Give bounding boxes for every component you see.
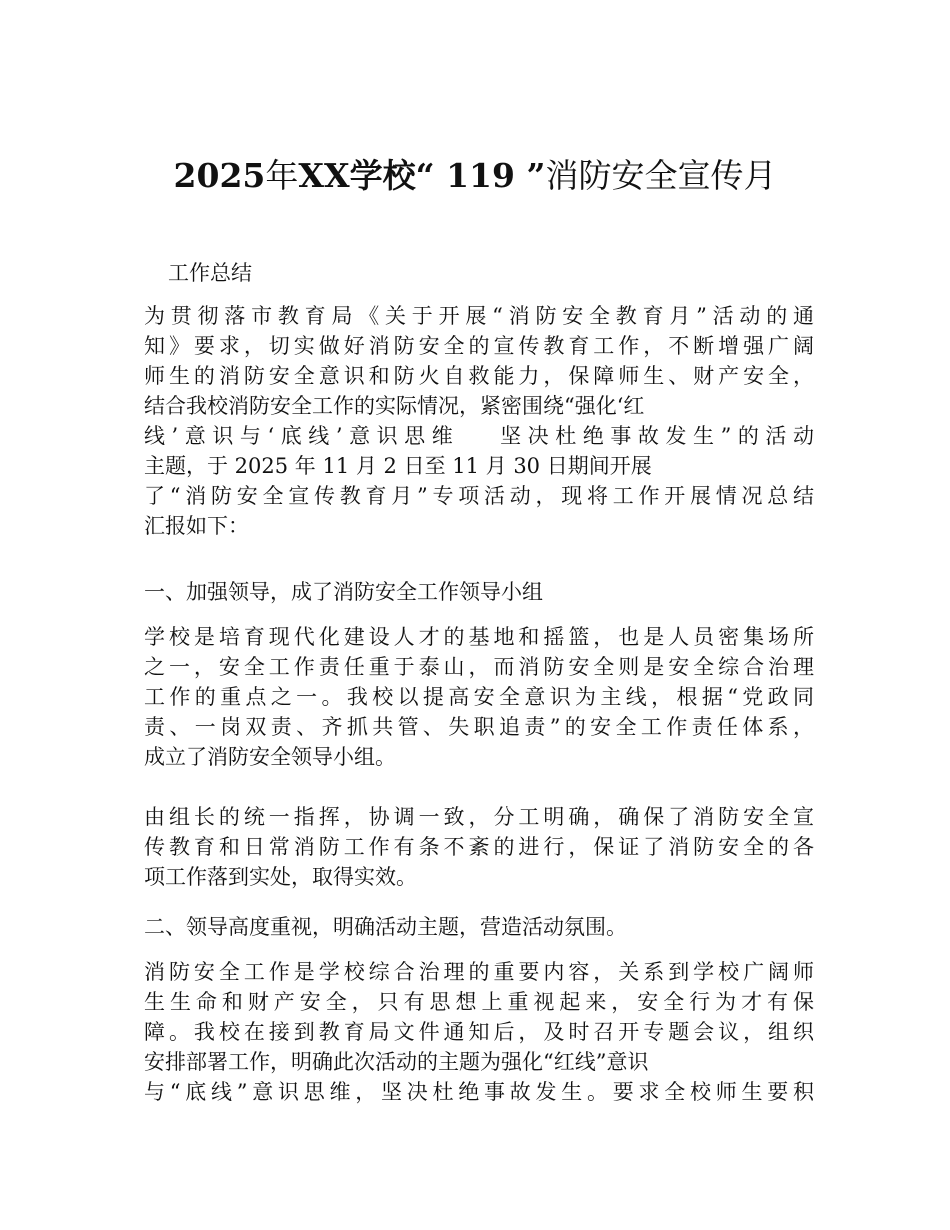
paragraph-line: 生生命和财产安全，只有思想上重视起来，安全行为才有保 xyxy=(144,990,814,1014)
document-subtitle: 工作总结 xyxy=(168,261,252,285)
paragraph-line: 了“消防安全宣传教育月”专项活动，现将工作开展情况总结 xyxy=(144,484,814,508)
paragraph-line: 学校是培育现代化建设人才的基地和摇篮，也是人员密集场所 xyxy=(144,625,814,649)
document-title xyxy=(0,152,950,200)
paragraph-line: 知》要求，切实做好消防安全的宣传教育工作，不断增强广阔 xyxy=(144,334,814,358)
paragraph-line: 成立了消防安全领导小组。 xyxy=(144,745,396,769)
paragraph-fire-safety xyxy=(144,957,814,1107)
paragraph-line: 线’意识与‘底线’意识思维 坚决杜绝事故发生”的活动 xyxy=(144,424,814,448)
paragraph-line: 为贯彻落市教育局《关于开展“消防安全教育月”活动的通 xyxy=(144,304,814,328)
paragraph-line: 之一，安全工作责任重于泰山，而消防安全则是安全综合治理 xyxy=(144,655,814,679)
section-heading-2 xyxy=(144,912,814,942)
paragraph-line: 结合我校消防安全工作的实际情况，紧密围绕“强化‘红 xyxy=(144,394,645,418)
paragraph-line: 安排部署工作，明确此次活动的主题为强化“红线”意识 xyxy=(144,1050,649,1074)
paragraph-line: 主题，于 2025 年 11 月 2 日至 11 月 30 日期间开展 xyxy=(144,454,652,478)
title-rest: 消防安全宣传月 xyxy=(545,156,777,195)
paragraph-line: 传教育和日常消防工作有条不紊的进行，保证了消防安全的各 xyxy=(144,835,814,859)
title-nian: 年 xyxy=(265,156,299,195)
paragraph-line: 责、一岗双责、齐抓共管、失职追责”的安全工作责任体系， xyxy=(144,715,814,739)
paragraph-line: 与“底线”意识思维，坚决杜绝事故发生。要求全校师生要积 xyxy=(144,1080,814,1104)
section-heading-1 xyxy=(144,577,814,607)
title-quote-number: “ 119 ” xyxy=(415,156,546,195)
title-year: 2025 xyxy=(173,156,266,195)
title-school: XX学校 xyxy=(298,156,416,195)
heading-line: 一、加强领导，成了消防安全工作领导小组 xyxy=(144,580,543,604)
heading-line: 二、领导高度重视，明确活动主题，营造活动氛围。 xyxy=(144,915,627,939)
paragraph-line: 障。我校在接到教育局文件通知后，及时召开专题会议，组织 xyxy=(144,1020,814,1044)
paragraph-line: 由组长的统一指挥，协调一致，分工明确，确保了消防安全宣 xyxy=(144,805,814,829)
paragraph-line: 汇报如下： xyxy=(144,514,249,538)
paragraph-intro xyxy=(144,301,814,541)
paragraph-leadership xyxy=(144,802,814,892)
paragraph-line: 项工作落到实处，取得实效。 xyxy=(144,865,417,889)
paragraph-line: 消防安全工作是学校综合治理的重要内容，关系到学校广阔师 xyxy=(144,960,814,984)
paragraph-line: 师生的消防安全意识和防火自救能力，保障师生、财产安全， xyxy=(144,364,814,388)
paragraph-line: 工作的重点之一。我校以提高安全意识为主线，根据“党政同 xyxy=(144,685,814,709)
paragraph-school-role xyxy=(144,622,814,772)
